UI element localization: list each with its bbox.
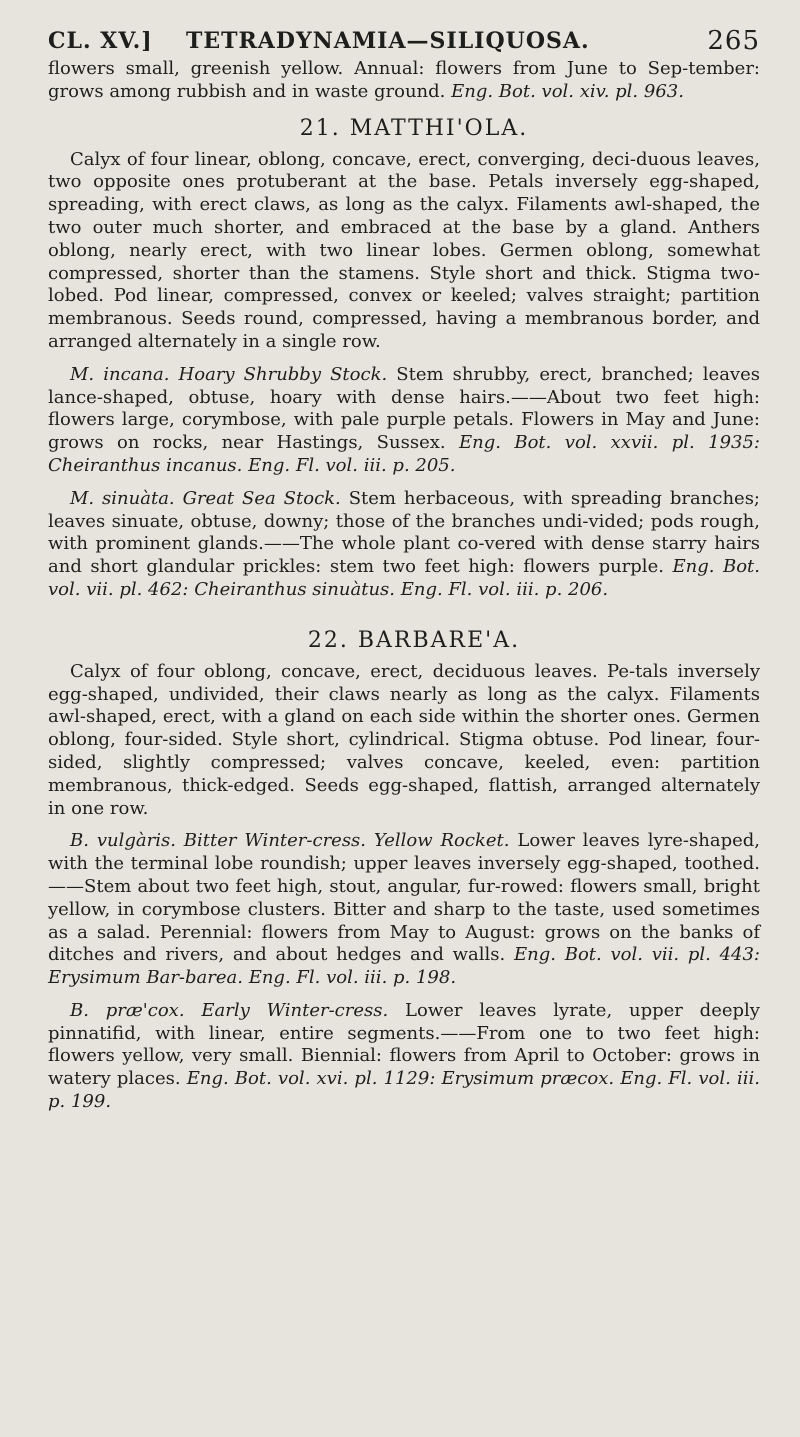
species-entry (48, 364, 760, 478)
species-reference: Eng. Fl. vol. iii. p. 206. (400, 578, 609, 600)
genus-description-matthiola: Calyx of four linear, oblong, concave, erect, converging, deci-duous leaves, two opposite ones protuberant at the base. Petals inversely egg-shaped, spreading, with erect claws, as long as the calyx. Filaments awl-shaped, the two outer much shorter, and embraced at the base by a gland. Anthers oblong, nearly erect, with two linear lobes. Germen oblong, somewhat compressed, shorter than the stamens. Style short and thick. Stigma two-lobed. Pod linear, compressed, convex or keeled; valves straight; partition membranous. Seeds round, compressed, having a membranous border, and arranged alternately in a single row. (48, 148, 760, 352)
species-name: B. vulgàris. (70, 830, 176, 852)
genus-description-barbarea: Calyx of four oblong, concave, erect, deciduous leaves. Pe-tals inversely egg-shaped, undivided, their claws nearly as long as the calyx. Filaments awl-shaped, erect, with a gland on each side within the shorter ones. Germen oblong, four-sided. Style short, cylindrical. Stigma obtuse. Pod linear, four-sided, slightly compressed; valves concave, keeled, even: partition membranous, thick-edged. Seeds egg-shaped, flattish, arranged alternately in one row. (48, 660, 760, 819)
genus-heading-matthiola: 21. MATTHI'OLA. (299, 115, 529, 141)
species-name: M. incana. (70, 363, 170, 385)
page-number: 265 (707, 26, 760, 56)
species-synonym: Erysimum Bar-barea. (48, 967, 243, 989)
species-entry (48, 830, 760, 990)
species-name: M. sinuàta. (70, 487, 175, 509)
species-common-name: Early Winter-cress. (201, 999, 389, 1021)
species-reference: Eng. Bot. vol. vii. pl. 462: (48, 556, 761, 600)
species-common-name: Great Sea Stock. (182, 487, 341, 509)
species-description: Lower leaves lyre-shaped, with the terminal lobe roundish; upper leaves inversely egg-shaped, toothed.——Stem about two feet high, stout, angular, fur-rowed: flowers small, bright yellow, in corymbose clusters. Bitter and sharp to the taste, used sometimes as a salad. Perennial: flowers from May to August: grows on the banks of ditches and rivers, and about hedges and walls. (48, 830, 760, 966)
running-head (48, 14, 760, 58)
continued-paragraph (48, 58, 760, 104)
species-synonym: Erysimum præcox. (441, 1068, 615, 1090)
species-reference: Eng. Bot. vol. vii. pl. 443: (514, 944, 760, 966)
species-description: Stem herbaceous, with spreading branches; leaves sinuate, obtuse, downy; those of the branches undi-vided; pods rough, with prominent glands.——The whole plant co-vered with dense starry hairs and short glandular prickles: stem two feet high: flowers purple. (48, 487, 760, 578)
species-reference: Eng. Bot. vol. xxvii. pl. 1935: (459, 432, 760, 454)
species-reference: Eng. Fl. vol. iii. p. 199. (48, 1068, 760, 1113)
species-entry (48, 1000, 760, 1114)
continued-text: flowers small, greenish yellow. Annual: flowers from June to Sep-tember: grows among rubbish and in waste ground. (48, 58, 760, 102)
species-name: B. præ'cox. (70, 999, 185, 1021)
species-reference: Eng. Fl. vol. iii. p. 198. (248, 967, 457, 989)
species-description: Stem shrubby, erect, branched; leaves lance-shaped, obtuse, hoary with dense hairs.——About two feet high: flowers large, corymbose, with pale purple petals. Flowers in May and June: grows on rocks, near Hastings, Sussex. (48, 363, 760, 454)
species-synonym: Cheiranthus incanus. (48, 454, 243, 476)
continued-reference: Eng. Bot. vol. xiv. pl. 963. (451, 80, 684, 102)
species-common-name: Hoary Shrubby Stock. (178, 363, 388, 385)
species-entry (48, 488, 760, 602)
species-description: Lower leaves lyrate, upper deeply pinnatifid, with linear, entire segments.——From one to two feet high: flowers yellow, very small. Biennial: flowers from April to October: grows in watery places. (48, 999, 760, 1090)
class-label: CL. XV.] (48, 28, 153, 54)
species-synonym: Cheiranthus sinuàtus. (194, 578, 395, 600)
species-reference: Eng. Bot. vol. xvi. pl. 1129: (186, 1068, 436, 1090)
running-title: TETRADYNAMIA—SILIQUOSA. (186, 28, 590, 54)
species-common-name: Bitter Winter-cress. Yellow Rocket. (183, 830, 510, 852)
genus-heading-barbarea: 22. BARBARE'A. (307, 627, 521, 653)
species-reference: Eng. Fl. vol. iii. p. 205. (248, 454, 456, 476)
